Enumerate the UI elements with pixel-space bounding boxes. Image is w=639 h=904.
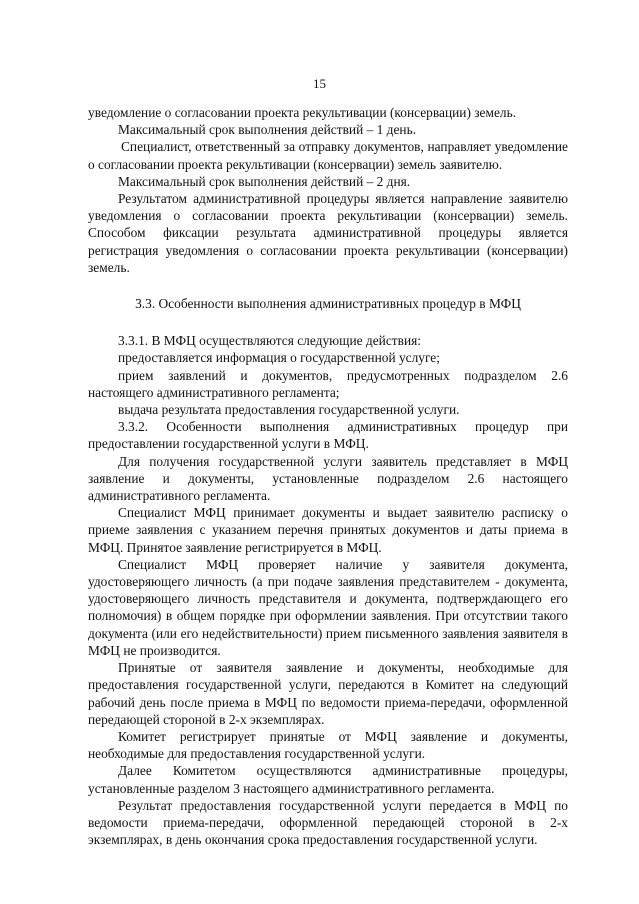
paragraph: уведомление о согласовании проекта рекультивации (консервации) земель. (88, 105, 517, 120)
document-body (88, 104, 568, 848)
paragraph: Результат предоставления государственной услуги передается в МФЦ по ведомости приема-передачи, оформленной передающей стороной в 2-х экземплярах, в день окончания срока предоставления государственной услуги. (88, 797, 568, 848)
paragraph: 3.3.2. Особенности выполнения административных процедур при предоставлении государственной услуги в МФЦ. (88, 419, 568, 452)
paragraph: Принятые от заявителя заявление и документы, необходимые для предоставления государственной услуги, передаются в Комитет на следующий рабочий день после приема в МФЦ по ведомости приема-передачи, оформленной передающей стороной в 2-х экземплярах. (88, 660, 568, 727)
paragraph: Результатом административной процедуры является направление заявителю уведомления о согласовании проекта рекультивации (консервации) земель. Способом фиксации результата административной процедуры является регистрация уведомления о согласовании проекта рекультивации (консервации) земель. (88, 191, 568, 275)
paragraph: Максимальный срок выполнения действий – 2 дня. (118, 173, 411, 189)
paragraph: Специалист МФЦ принимает документы и выдает заявителю расписку о приеме заявления с указанием перечня принятых документов и даты приема в МФЦ. Принятое заявление регистрируется в МФЦ. (88, 505, 568, 555)
paragraph: Максимальный срок выполнения действий – 1 день. (118, 122, 417, 138)
section-heading: 3.3. Особенности выполнения административных процедур в МФЦ (135, 296, 521, 312)
list-item: выдача результата предоставления государственной услуги. (118, 402, 460, 418)
paragraph: Для получения государственной услуги заявитель представляет в МФЦ заявление и документы, установленные подразделом 2.6 настоящего административного регламента. (88, 453, 568, 504)
paragraph: Далее Комитетом осуществляются административные процедуры, установленные разделом 3 настоящего административного регламента. (88, 763, 568, 796)
paragraph: Комитет регистрирует принятые от МФЦ заявление и документы, необходимые для предоставления государственной услуги. (88, 728, 568, 762)
page-number: 15 (313, 76, 326, 91)
paragraph: 3.3.1. В МФЦ осуществляются следующие действия: (118, 333, 421, 349)
paragraph: Специалист, ответственный за отправку документов, направляет уведомление о согласовании проекта рекультивации (консервации) земель заявителю. (88, 139, 568, 172)
paragraph: Специалист МФЦ проверяет наличие у заявителя документа, удостоверяющего личность (а при подаче заявления представителем - документа, удостоверяющего личность представителя и документа, подтверждающего его полномочия) в общем порядке при оформлении заявления. При отсутствии такого документа (или его недействительности) прием письменного заявления заявителя в МФЦ не производится. (88, 556, 568, 658)
list-item: предоставляется информация о государственной услуге; (118, 350, 440, 366)
list-item: прием заявлений и документов, предусмотренных подразделом 2.6 настоящего административного регламента; (88, 367, 568, 400)
